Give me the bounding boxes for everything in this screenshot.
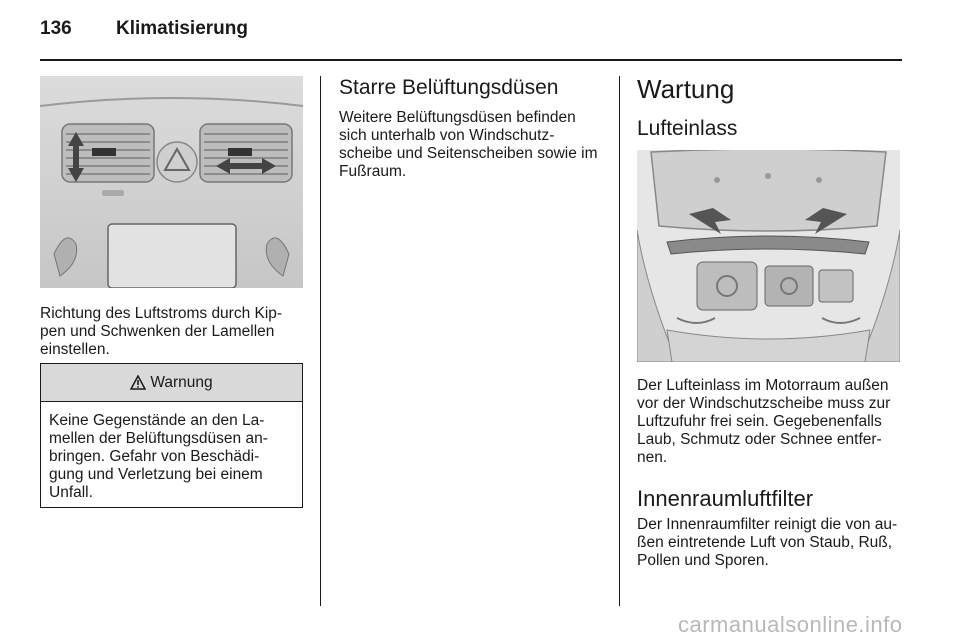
caption-line: einstellen. (40, 341, 110, 358)
dashboard-vents-illustration (40, 76, 303, 288)
body-line: Pollen und Sporen. (637, 552, 769, 569)
header-rule (40, 59, 902, 61)
warning-line: Unfall. (49, 484, 93, 501)
chapter-title: Klimatisierung (116, 18, 248, 39)
body-line: Laub, Schmutz oder Schnee entfer- (637, 431, 882, 448)
subheading-lufteinlass: Lufteinlass (637, 117, 738, 140)
caption-line: Richtung des Luftstroms durch Kip- (40, 305, 283, 322)
column-divider-right (619, 76, 620, 606)
body-line: Der Innenraumfilter reinigt die von au- (637, 516, 898, 533)
warning-text (41, 402, 302, 512)
warning-triangle-icon (130, 375, 146, 390)
starre-body-text (339, 109, 609, 181)
page-header (40, 18, 902, 48)
body-line: sich unterhalb von Windschutz- (339, 127, 555, 144)
body-line: Der Lufteinlass im Motorraum außen (637, 377, 889, 394)
engine-bay-air-inlet-illustration (637, 150, 900, 362)
column-divider-left (320, 76, 321, 606)
warning-line: bringen. Gefahr von Beschädi- (49, 448, 260, 465)
warning-line: mellen der Belüftungsdüsen an- (49, 430, 268, 447)
body-line: Weitere Belüftungsdüsen befinden (339, 109, 576, 126)
section-heading-wartung: Wartung (637, 74, 735, 104)
body-line: ßen eintretende Luft von Staub, Ruß, (637, 534, 893, 551)
inlet-body-text (637, 377, 907, 467)
watermark: carmanualsonline.info (678, 612, 903, 637)
warning-title: Warnung (150, 373, 213, 391)
filter-body-text (637, 516, 907, 570)
page-number: 136 (40, 18, 72, 39)
body-line: nen. (637, 449, 668, 466)
warning-line: Keine Gegenstände an den La- (49, 412, 265, 429)
warning-header (41, 364, 302, 402)
body-line: vor der Windschutzscheibe muss zur (637, 395, 891, 412)
vent-caption (40, 305, 305, 359)
warning-line: gung und Verletzung bei einem (49, 466, 263, 483)
body-line: Fußraum. (339, 163, 407, 180)
warning-box (40, 363, 303, 508)
body-line: scheibe und Seitenscheiben sowie im (339, 145, 598, 162)
subheading-innenraumluftfilter: Innenraumluftfilter (637, 486, 814, 511)
section-heading-starre: Starre Belüftungsdüsen (339, 76, 559, 99)
body-line: Luftzufuhr frei sein. Gegebenenfalls (637, 413, 882, 430)
caption-line: pen und Schwenken der Lamellen (40, 323, 275, 340)
